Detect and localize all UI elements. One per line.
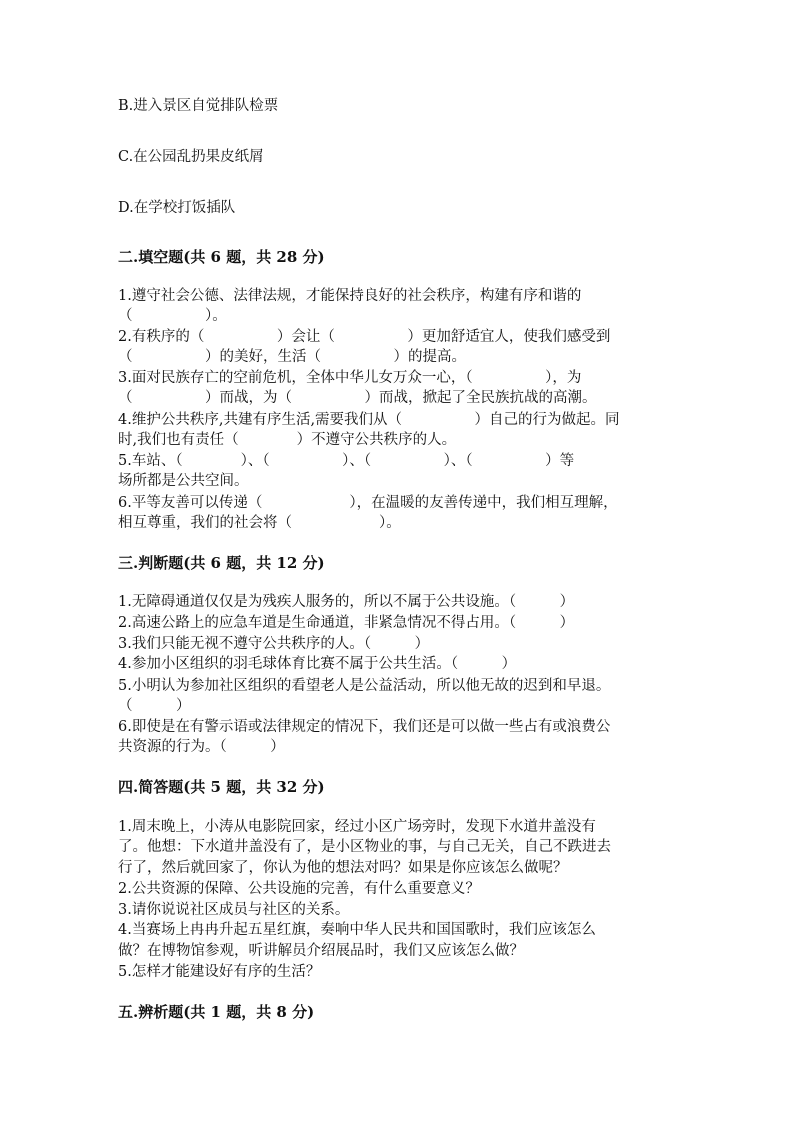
section-heading-true-false: 三.判断题(共 6 题，共 12 分) bbox=[118, 554, 325, 572]
fill-blank-line: 时,我们也有责任（ ）不遵守公共秩序的人。 bbox=[118, 432, 457, 448]
choice-option-c: C.在公园乱扔果皮纸屑 bbox=[118, 149, 264, 165]
short-answer-line: 2.公共资源的保障、公共设施的完善，有什么重要意义？ bbox=[118, 881, 480, 897]
short-answer-line: 4.当赛场上冉冉升起五星红旗，奏响中华人民共和国国歌时，我们应该怎么 bbox=[118, 922, 596, 938]
true-false-line: 共资源的行为。（ ） bbox=[118, 739, 285, 755]
true-false-line: 1.无障碍通道仅仅是为残疾人服务的，所以不属于公共设施。（ ） bbox=[118, 594, 575, 610]
true-false-line: 5.小明认为参加社区组织的看望老人是公益活动，所以他无故的迟到和早退。 bbox=[118, 678, 611, 694]
short-answer-line: 5.怎样才能建设好有序的生活？ bbox=[118, 964, 321, 980]
section-heading-short-answer: 四.简答题(共 5 题，共 32 分) bbox=[118, 778, 325, 796]
short-answer-line: 做？在博物馆参观，听讲解员介绍展品时，我们又应该怎么做？ bbox=[118, 943, 524, 959]
fill-blank-line: 6.平等友善可以传递（ ），在温暖的友善传递中，我们相互理解， bbox=[118, 495, 618, 511]
short-answer-line: 行了，然后就回家了，你认为他的想法对吗？如果是你应该怎么做呢？ bbox=[118, 860, 568, 876]
fill-blank-line: 2.有秩序的（ ）会让（ ）更加舒适宜人，使我们感受到 bbox=[118, 329, 611, 345]
true-false-line: （ ） bbox=[118, 698, 191, 714]
fill-blank-line: 场所都是公共空间。 bbox=[118, 473, 249, 489]
choice-option-b: B.进入景区自觉排队检票 bbox=[118, 98, 279, 114]
fill-blank-line: （ ）的美好，生活（ ）的提高。 bbox=[118, 349, 466, 365]
fill-blank-line: 相互尊重，我们的社会将（ ）。 bbox=[118, 515, 401, 531]
short-answer-line: 1.周末晚上，小涛从电影院回家，经过小区广场旁时，发现下水道井盖没有 bbox=[118, 819, 596, 835]
short-answer-line: 3.请你说说社区成员与社区的关系。 bbox=[118, 902, 350, 918]
true-false-line: 6.即使是在有警示语或法律规定的情况下，我们还是可以做一些占有或浪费公 bbox=[118, 719, 611, 735]
fill-blank-line: 4.维护公共秩序,共建有序生活,需要我们从（ ）自己的行为做起。同 bbox=[118, 412, 620, 428]
fill-blank-line: 1.遵守社会公德、法律法规，才能保持良好的社会秩序，构建有序和谐的 bbox=[118, 288, 582, 304]
fill-blank-line: （ ）。 bbox=[118, 308, 227, 324]
section-heading-fill-blank: 二.填空题(共 6 题，共 28 分) bbox=[118, 248, 325, 266]
choice-option-d: D.在学校打饭插队 bbox=[118, 200, 236, 216]
section-heading-analysis: 五.辨析题(共 1 题，共 8 分) bbox=[118, 1003, 315, 1021]
true-false-line: 2.高速公路上的应急车道是生命通道，非紧急情况不得占用。（ ） bbox=[118, 615, 575, 631]
fill-blank-line: 3.面对民族存亡的空前危机，全体中华儿女万众一心，（ ），为 bbox=[118, 370, 582, 386]
fill-blank-line: （ ）而战，为（ ）而战，掀起了全民族抗战的高潮。 bbox=[118, 390, 597, 406]
true-false-line: 3.我们只能无视不遵守公共秩序的人。（ ） bbox=[118, 636, 430, 652]
fill-blank-line: 5.车站、（ ）、（ ）、（ ）、（ ）等 bbox=[118, 453, 575, 469]
short-answer-line: 了。他想：下水道井盖没有了，是小区物业的事，与自己无关，自己不跌进去 bbox=[118, 839, 611, 855]
true-false-line: 4.参加小区组织的羽毛球体育比赛不属于公共生活。（ ） bbox=[118, 656, 517, 672]
